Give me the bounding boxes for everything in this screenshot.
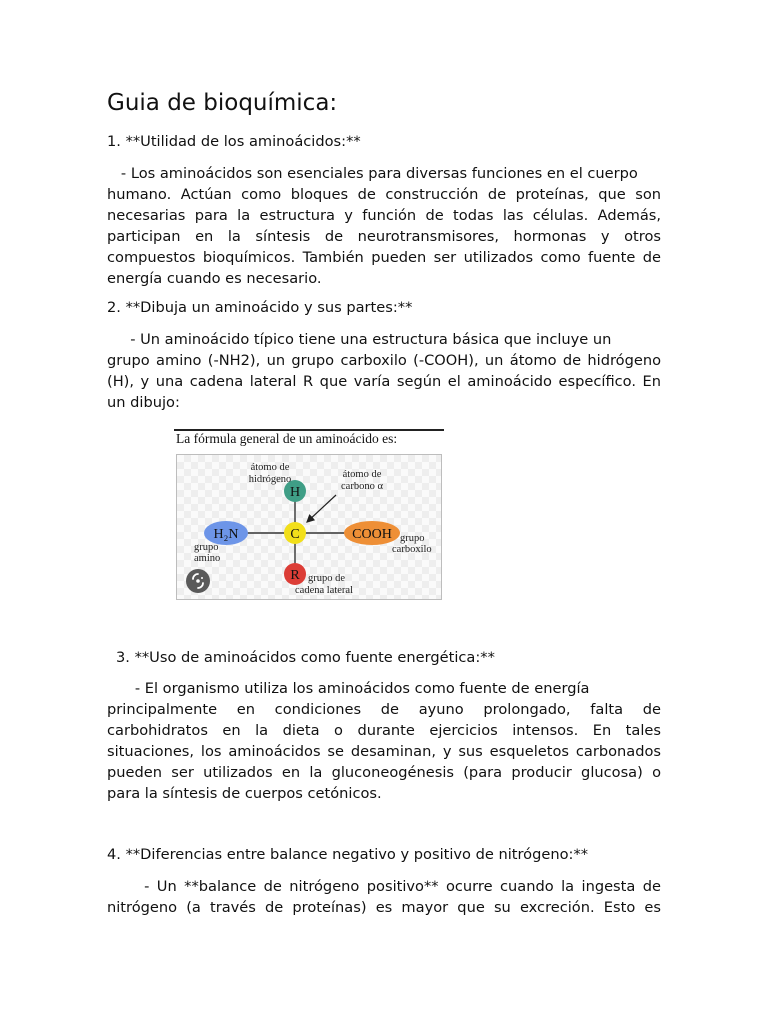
- section-4-heading: 4. **Diferencias entre balance negativo y positivo de nitrógeno:**: [107, 846, 589, 863]
- text-line: principalmente en condiciones de ayuno prolongado, falta de: [107, 701, 661, 718]
- amino-label-line-2: amino: [194, 553, 221, 564]
- alpha-carbon-arrow: [307, 495, 336, 522]
- section-2-body: [107, 329, 661, 413]
- text-line: nitrógeno (a través de proteínas) es mayor que su excreción. Esto es: [107, 899, 661, 916]
- carboxyl-label-line-1: grupo: [400, 533, 425, 544]
- side-chain-symbol: R: [290, 568, 300, 583]
- hydrogen-label-line-2: hidrógeno: [248, 474, 292, 485]
- alpha-carbon-label-line-2: carbono α: [341, 481, 383, 492]
- text-line: humano. Actúan como bloques de construcción de proteínas, que son: [107, 186, 661, 203]
- text-line: carbohidratos en la dieta o durante ejercicios intensos. En tales: [107, 722, 661, 739]
- text-line: participan en la síntesis de neurotransmisores, hormonas y otros: [107, 228, 661, 245]
- amino-label-line-1: grupo: [194, 542, 219, 553]
- section-3-heading: 3. **Uso de aminoácidos como fuente energética:**: [116, 649, 495, 666]
- section-4-body: [107, 876, 661, 918]
- hydrogen-label-line-1: átomo de: [250, 462, 290, 473]
- carboxyl-group-symbol: COOH: [352, 527, 392, 542]
- text-line: - Un **balance de nitrógeno positivo** ocurre cuando la ingesta de: [107, 878, 661, 895]
- section-3-body: [107, 678, 661, 804]
- side-chain-label-line-2: cadena lateral: [295, 585, 353, 596]
- text-line: pueden ser utilizados en la gluconeogénesis (para producir glucosa) o: [107, 764, 661, 781]
- text-line: para la síntesis de cuerpos cetónicos.: [107, 785, 382, 802]
- section-1-heading: 1. **Utilidad de los aminoácidos:**: [107, 133, 361, 150]
- side-chain-label-line-1: grupo de: [308, 573, 346, 584]
- carboxyl-label-line-2: carboxilo: [392, 544, 432, 555]
- text-line: (H), y una cadena lateral R que varía según el aminoácido específico. En: [107, 373, 661, 390]
- section-2-heading: 2. **Dibuja un aminoácido y sus partes:**: [107, 299, 413, 316]
- figure-title: La fórmula general de un aminoácido es:: [176, 431, 398, 446]
- text-line: compuestos bioquímicos. También pueden ser utilizados como fuente de: [107, 249, 661, 266]
- text-line: - El organismo utiliza los aminoácidos como fuente de energía: [107, 680, 590, 697]
- text-line: grupo amino (-NH2), un grupo carboxilo (-COOH), un átomo de hidrógeno: [107, 352, 661, 369]
- text-line: - Un aminoácido típico tiene una estructura básica que incluye un: [107, 331, 612, 348]
- section-1-body: [107, 163, 661, 289]
- amino-group-symbol: H₂N: [213, 527, 239, 542]
- text-line: energía cuando es necesario.: [107, 270, 322, 287]
- page-title: Guia de bioquímica:: [107, 90, 338, 116]
- hydrogen-symbol: H: [289, 485, 301, 500]
- carbon-symbol: C: [290, 527, 300, 542]
- text-line: un dibujo:: [107, 394, 180, 411]
- google-lens-icon[interactable]: [186, 569, 210, 593]
- text-line: - Los aminoácidos son esenciales para diversas funciones en el cuerpo: [107, 165, 638, 182]
- text-line: necesarias para la estructura y función de todas las células. Además,: [107, 207, 661, 224]
- text-line: situaciones, los aminoácidos se desaminan, y sus esqueletos carbonados: [107, 743, 661, 760]
- amino-acid-diagram: [174, 429, 444, 602]
- amino-acid-figure: [174, 429, 444, 602]
- alpha-carbon-label-line-1: átomo de: [342, 469, 382, 480]
